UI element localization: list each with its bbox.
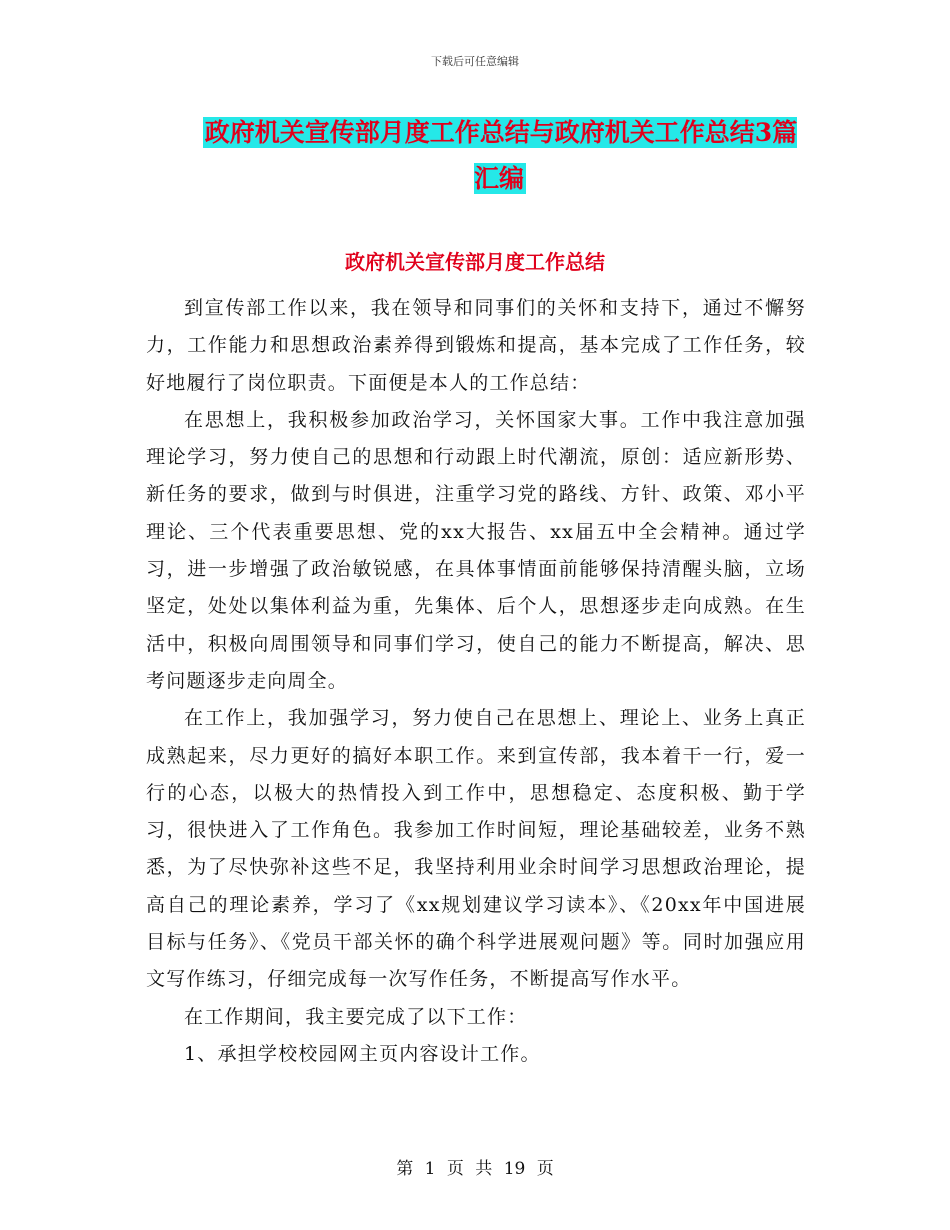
section-title: 政府机关宣传部月度工作总结 — [345, 250, 605, 274]
paragraph: 在工作期间，我主要完成了以下工作： — [184, 1005, 528, 1028]
paragraph: 到宣传部工作以来，我在领导和同事们的关怀和支持下，通过不懈努力，工作能力和思想政治素养得到锻炼和提高，基本完成了工作任务，较好地履行了岗位职责。下面便是本人的工作总结： — [146, 297, 806, 394]
paragraph: 在思想上，我积极参加政治学习，关怀国家大事。工作中我注意加强理论学习，努力使自己的思想和行动跟上时代潮流，原创：适应新形势、新任务的要求，做到与时俱进，注重学习党的路线、方针、政策、邓小平理论、三个代表重要思想、党的xx大报告、xx届五中全会精神。通过学习，进一步增强了政治敏锐感，在具体事情面前能够保持清醒头脑，立场坚定，处处以集体利益为重，先集体、后个人，思想逐步走向成熟。在生活中，积极向周围领导和同事们学习，使自己的能力不断提高，解决、思考问题逐步走向周全。 — [146, 408, 806, 692]
document-title-text: 政府机关宣传部月度工作总结与政府机关工作总结3篇汇编 — [204, 118, 798, 193]
body-text — [146, 290, 806, 1073]
page-number: 第 1 页 共 19 页 — [396, 1159, 554, 1179]
document-title — [195, 110, 805, 202]
header-note: 下载后可任意编辑 — [431, 55, 519, 68]
paragraph: 在工作上，我加强学习，努力使自己在思想上、理论上、业务上真正成熟起来，尽力更好的搞好本职工作。来到宣传部，我本着干一行，爱一行的心态，以极大的热情投入到工作中，思想稳定、态度积极、勤于学习，很快进入了工作角色。我参加工作时间短，理论基础较差，业务不熟悉，为了尽快弥补这些不足，我坚持利用业余时间学习思想政治理论，提高自己的理论素养，学习了《xx规划建议学习读本》、《20xx年中国进展目标与任务》、《党员干部关怀的确个科学进展观问题》等。同时加强应用文写作练习，仔细完成每一次写作任务，不断提高写作水平。 — [146, 707, 806, 991]
paragraph: 1、承担学校校园网主页内容设计工作。 — [184, 1042, 541, 1065]
